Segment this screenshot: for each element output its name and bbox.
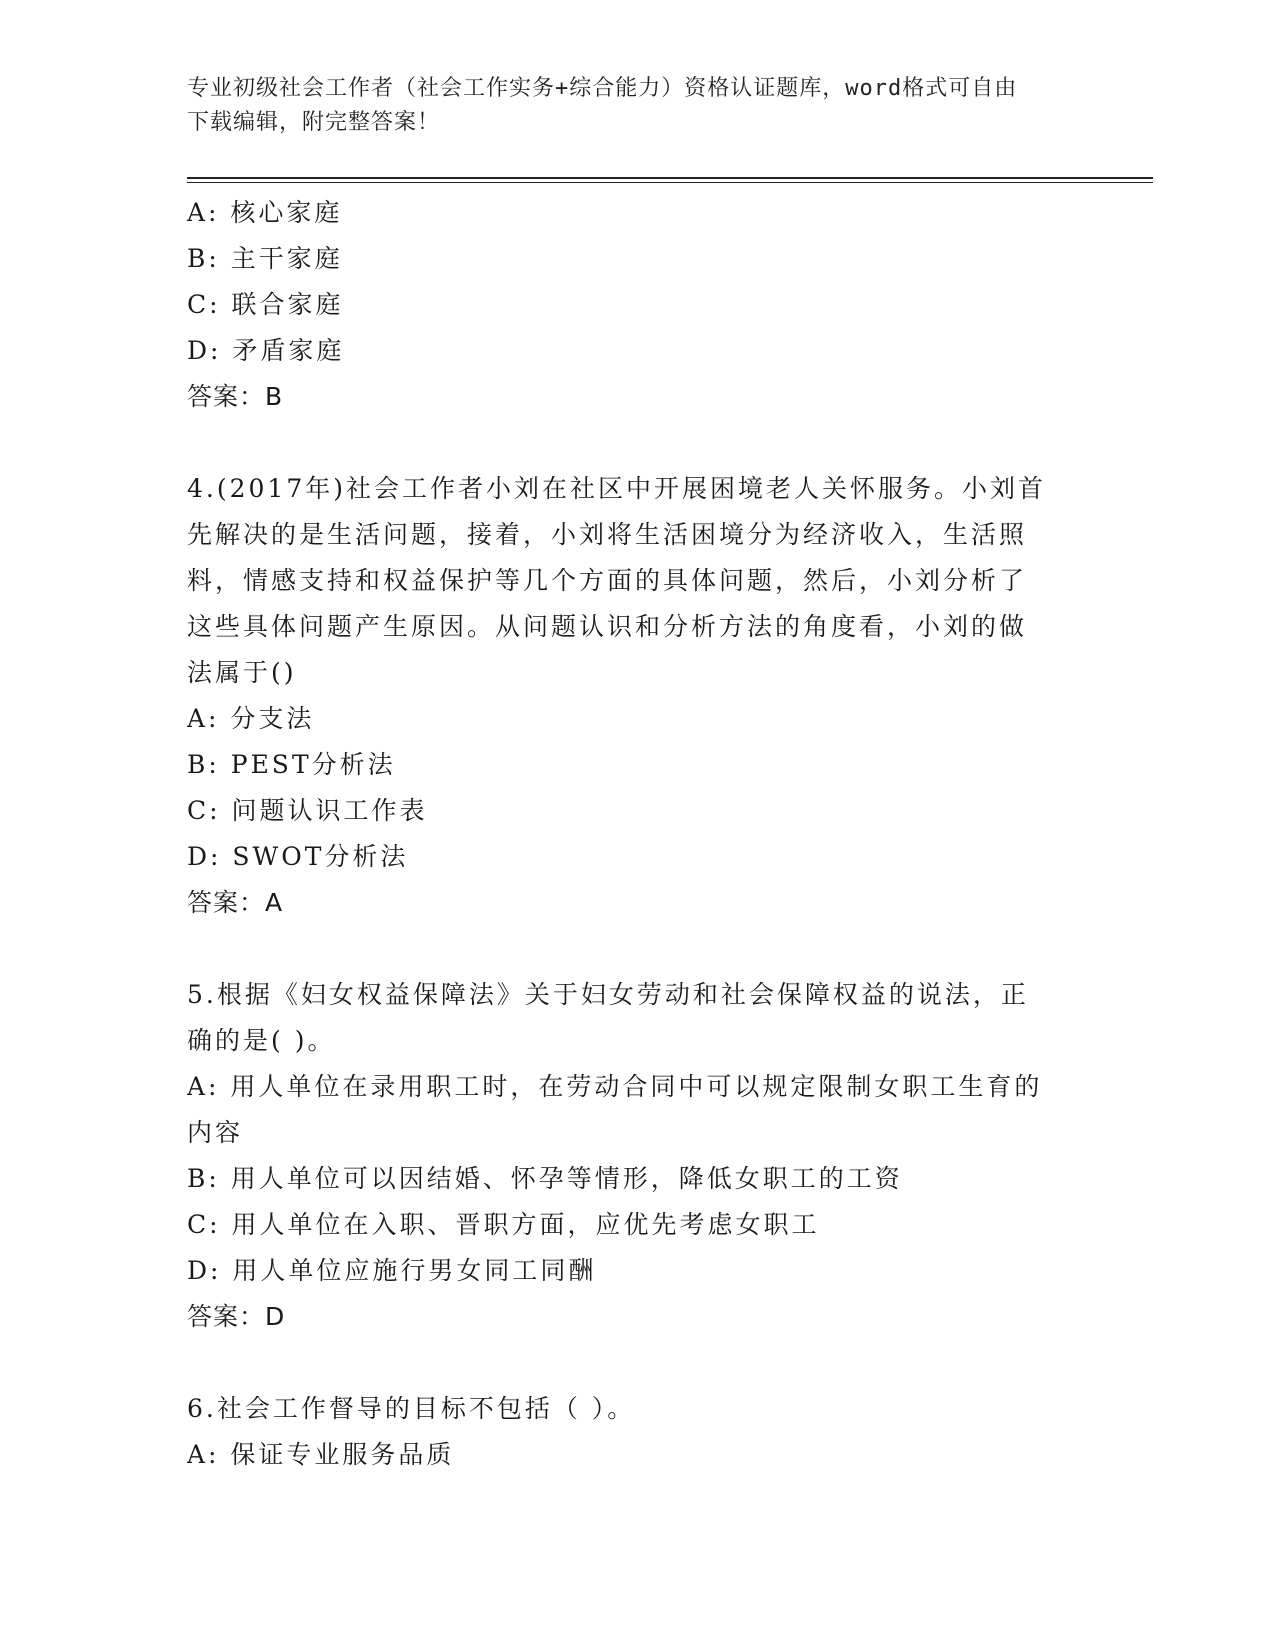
question-stem-line: 确的是( )。: [187, 1026, 336, 1055]
option-d: D: 矛盾家庭: [187, 336, 345, 365]
option-b: B: 用人单位可以因结婚、怀孕等情形，降低女职工的工资: [187, 1164, 903, 1193]
question-stem-line: 这些具体问题产生原因。从问题认识和分析方法的角度看，小刘的做: [187, 612, 1028, 641]
question-6: [187, 1386, 1087, 1478]
spacer: [187, 1340, 1087, 1386]
header-line-2: 下载编辑，附完整答案！: [187, 110, 441, 135]
option-c: C: 联合家庭: [187, 290, 344, 319]
option-c: C: 用人单位在入职、晋职方面，应优先考虑女职工: [187, 1210, 820, 1239]
answer-line: 答案：B: [187, 382, 284, 411]
option-d: D: SWOT分析法: [187, 842, 409, 871]
question-stem-line: 6.社会工作督导的目标不包括（ ）。: [187, 1394, 636, 1423]
answer-line: 答案：A: [187, 888, 284, 917]
option-a: A: 用人单位在录用职工时，在劳动合同中可以规定限制女职工生育的: [187, 1072, 1043, 1101]
option-d: D: 用人单位应施行男女同工同酬: [187, 1256, 597, 1285]
spacer: [187, 420, 1087, 466]
question-3: [187, 190, 1087, 420]
question-stem-line: 5.根据《妇女权益保障法》关于妇女劳动和社会保障权益的说法，正: [187, 980, 1029, 1009]
question-4: [187, 466, 1087, 926]
option-a: A: 保证专业服务品质: [187, 1440, 455, 1469]
header-line-1: 专业初级社会工作者（社会工作实务+综合能力）资格认证题库，word格式可自由: [187, 76, 1018, 101]
document-header: [187, 72, 1087, 140]
question-stem-line: 料，情感支持和权益保护等几个方面的具体问题，然后，小刘分析了: [187, 566, 1028, 595]
question-5: [187, 972, 1087, 1340]
header-divider-thick: [187, 177, 1153, 179]
option-c: C: 问题认识工作表: [187, 796, 428, 825]
header-divider-thin: [187, 182, 1153, 183]
option-b: B: 主干家庭: [187, 244, 343, 273]
question-stem-line: 4.(2017年)社会工作者小刘在社区中开展困境老人关怀服务。小刘首: [187, 474, 1046, 503]
spacer: [187, 926, 1087, 972]
answer-line: 答案：D: [187, 1302, 286, 1331]
option-a: A: 核心家庭: [187, 198, 343, 227]
question-stem-line: 法属于(): [187, 658, 297, 687]
question-stem-line: 先解决的是生活问题，接着，小刘将生活困境分为经济收入，生活照: [187, 520, 1028, 549]
option-a: A: 分支法: [187, 704, 315, 733]
option-a-continued: 内容: [187, 1118, 244, 1147]
option-b: B: PEST分析法: [187, 750, 396, 779]
question-content: [187, 190, 1087, 1478]
